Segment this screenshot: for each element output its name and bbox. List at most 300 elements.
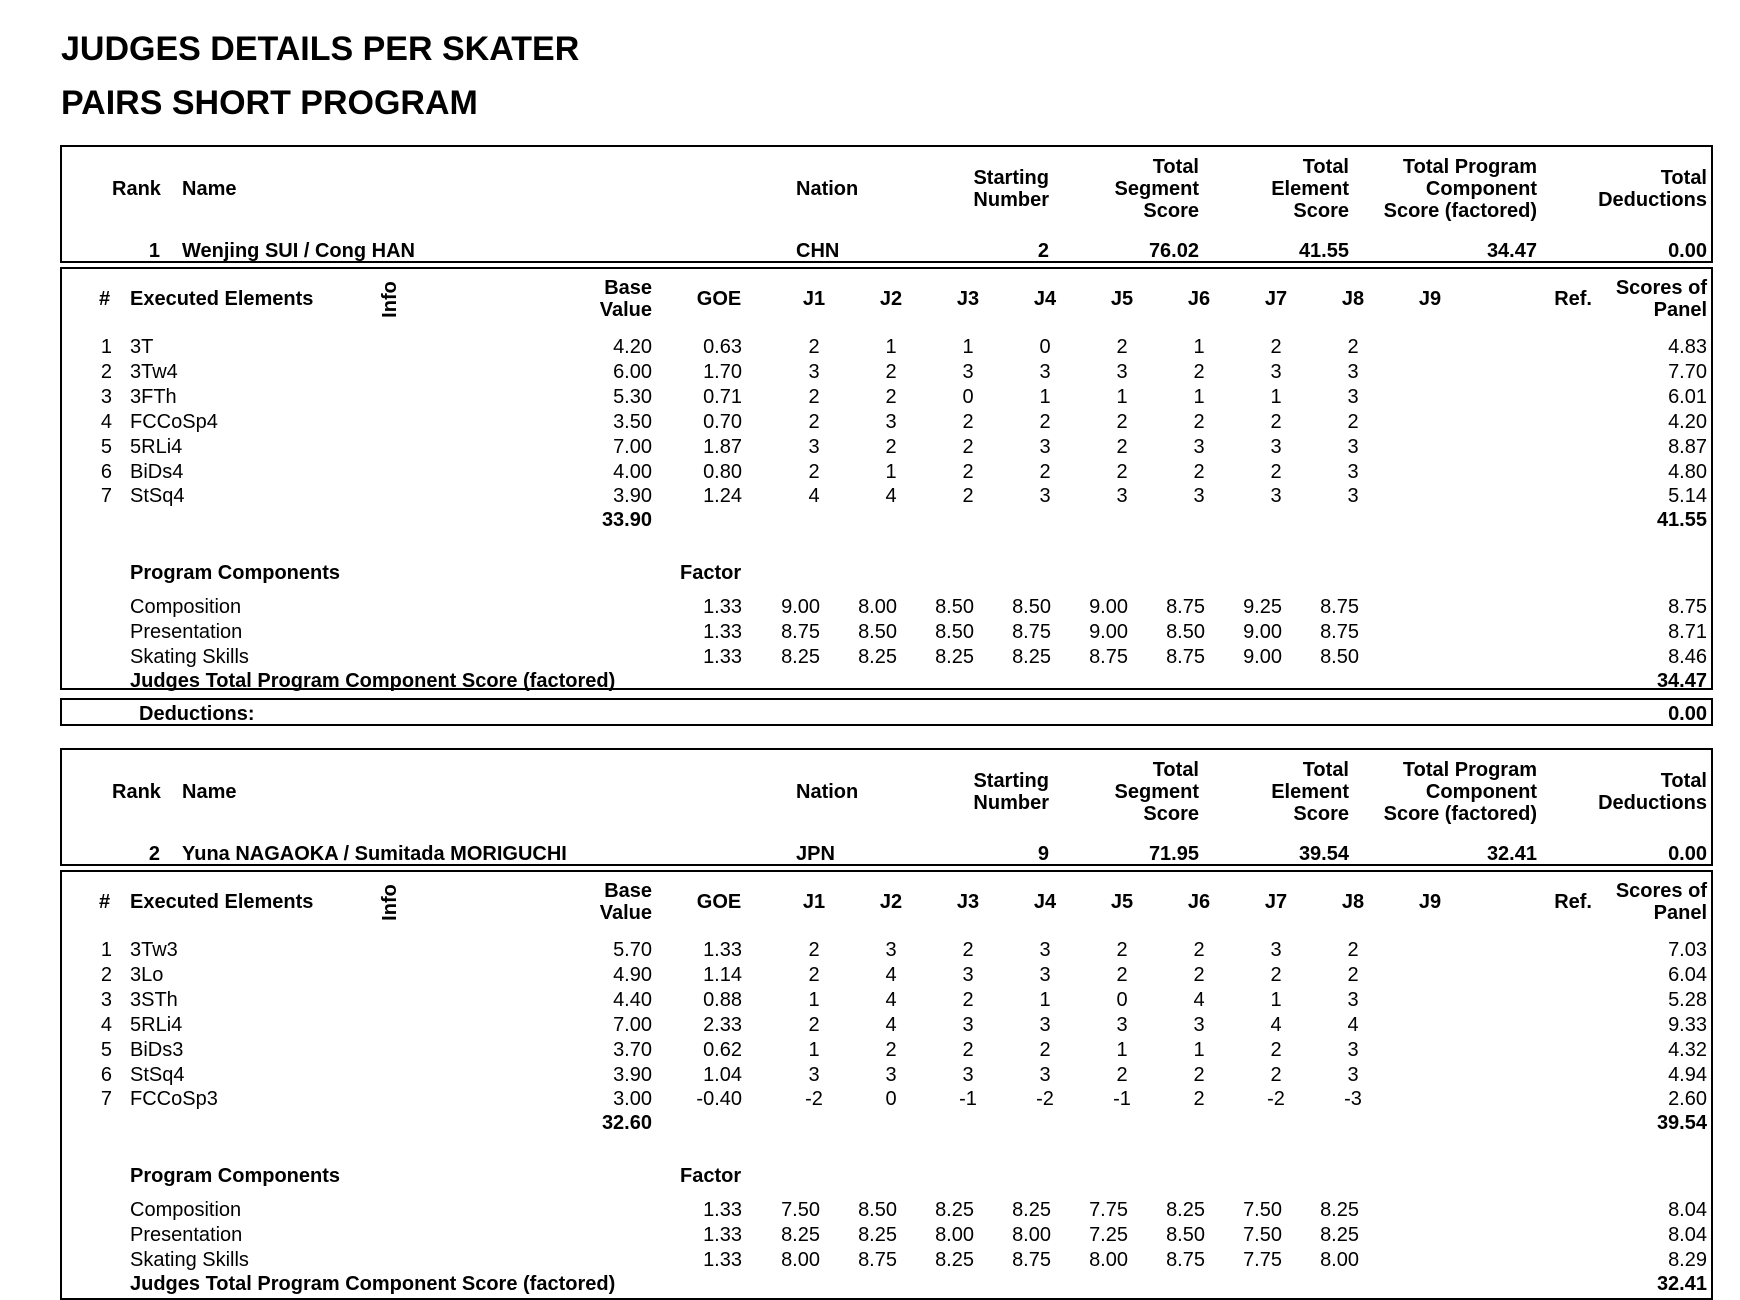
executed-elements-header: Executed Elements — [130, 891, 314, 913]
element-judge-score: 2 — [1116, 460, 1128, 483]
component-judge-score: 9.00 — [1243, 620, 1282, 643]
element-panel-total: 39.54 — [1656, 1112, 1707, 1134]
component-judge-score: 8.00 — [1089, 1248, 1128, 1271]
judge-header-j1: J1 — [802, 288, 826, 310]
element-judge-score: 2 — [1270, 460, 1282, 483]
element-judge-score: 2 — [808, 460, 820, 483]
skater-total-deductions: 0.00 — [1668, 843, 1707, 865]
element-name: 5RLi4 — [130, 435, 183, 458]
element-panel-score: 5.14 — [1668, 485, 1707, 508]
element-goe: 0.63 — [703, 336, 742, 358]
element-number: 3 — [100, 385, 112, 408]
component-judge-score: 7.50 — [1243, 1223, 1282, 1246]
skater-total-segment-score: 71.95 — [1148, 843, 1199, 865]
element-panel-score: 6.04 — [1668, 963, 1707, 986]
element-number: 7 — [100, 485, 112, 508]
element-name: 3Tw3 — [130, 939, 178, 961]
element-goe: 0.80 — [703, 460, 742, 483]
component-judge-score: 8.25 — [781, 1223, 820, 1246]
element-judge-score: 2 — [1116, 410, 1128, 433]
base-value-header: Base Value — [599, 277, 652, 321]
element-judge-score: 3 — [808, 360, 820, 383]
skater-total-segment-score: 76.02 — [1148, 240, 1199, 262]
judges-total-pcs-label: Judges Total Program Component Score (factored) — [130, 1273, 616, 1295]
element-judge-score: 2 — [885, 1038, 897, 1061]
component-judge-score: 8.75 — [1320, 596, 1359, 618]
executed-elements-header: Executed Elements — [130, 288, 314, 310]
element-goe: 0.71 — [703, 385, 742, 408]
element-judge-score: 2 — [1347, 410, 1359, 433]
element-judge-score: 2 — [1270, 410, 1282, 433]
element-judge-score: 2 — [1116, 1063, 1128, 1086]
element-judge-score: 3 — [1270, 939, 1282, 961]
element-judge-score: 3 — [1270, 435, 1282, 458]
element-name: BiDs3 — [130, 1038, 184, 1061]
element-judge-score: 2 — [962, 1038, 974, 1061]
total-deductions-label: Total Deductions — [1598, 167, 1707, 211]
factor-label: Factor — [680, 562, 742, 584]
component-judge-score: 8.00 — [1320, 1248, 1359, 1271]
nation-label: Nation — [796, 781, 859, 803]
component-judge-score: 8.50 — [858, 620, 897, 643]
element-judge-score: 2 — [962, 410, 974, 433]
element-number: 2 — [100, 963, 112, 986]
element-judge-score: 4 — [885, 485, 897, 508]
skater-nation: CHN — [796, 240, 840, 262]
ref-header: Ref. — [1554, 891, 1592, 913]
element-judge-score: 3 — [1039, 1063, 1051, 1086]
element-judge-score: 2 — [1270, 336, 1282, 358]
element-judge-score: -2 — [1036, 1088, 1054, 1111]
element-number: 4 — [100, 410, 112, 433]
element-name: FCCoSp4 — [130, 410, 218, 433]
element-judge-score: 2 — [1193, 1063, 1205, 1086]
element-judge-score: 2 — [962, 435, 974, 458]
element-judge-score: 4 — [1270, 1013, 1282, 1036]
component-judge-score: 8.25 — [935, 1199, 974, 1221]
element-judge-score: 3 — [1116, 485, 1128, 508]
element-judge-score: 3 — [1347, 360, 1359, 383]
element-judge-score: 2 — [885, 385, 897, 408]
element-panel-score: 5.28 — [1668, 988, 1707, 1011]
element-goe: 1.87 — [703, 435, 742, 458]
element-judge-score: 3 — [1193, 1013, 1205, 1036]
element-judge-score: 1 — [1193, 385, 1205, 408]
judge-header-j7: J7 — [1264, 891, 1288, 913]
component-judge-score: 8.25 — [858, 645, 897, 668]
element-judge-score: 3 — [1347, 460, 1359, 483]
skater-starting-number: 9 — [1037, 843, 1049, 865]
deductions-box — [60, 698, 1713, 726]
element-name: FCCoSp3 — [130, 1088, 218, 1111]
deductions-total: 0.00 — [1668, 703, 1707, 725]
element-judge-score: 2 — [808, 385, 820, 408]
component-judge-score: 8.00 — [858, 596, 897, 618]
component-judge-score: 8.25 — [1320, 1223, 1359, 1246]
element-judge-score: 2 — [885, 435, 897, 458]
component-panel-score: 8.04 — [1668, 1223, 1707, 1246]
element-goe: 0.62 — [703, 1038, 742, 1061]
total-pcs-label: Total Program Component Score (factored) — [1383, 156, 1537, 222]
element-panel-score: 4.20 — [1668, 410, 1707, 433]
element-judge-score: 3 — [1193, 435, 1205, 458]
element-base-value: 4.00 — [613, 460, 652, 483]
component-judge-score: 8.25 — [1012, 645, 1051, 668]
element-judge-score: 2 — [808, 963, 820, 986]
num-header: # — [99, 288, 111, 310]
judges-total-pcs-label: Judges Total Program Component Score (factored) — [130, 670, 616, 692]
component-judge-score: 8.75 — [1166, 645, 1205, 668]
total-element-score-label: Total Element Score — [1271, 759, 1349, 825]
element-judge-score: 0 — [885, 1088, 897, 1111]
judge-header-j7: J7 — [1264, 288, 1288, 310]
component-name: Presentation — [130, 1223, 243, 1246]
component-judge-score: 8.75 — [1012, 1248, 1051, 1271]
component-judge-score: 8.50 — [1320, 645, 1359, 668]
starting-number-label: Starting Number — [973, 770, 1049, 814]
element-judge-score: 1 — [1193, 336, 1205, 358]
judges-total-pcs-value: 34.47 — [1656, 670, 1707, 692]
element-judge-score: 3 — [962, 963, 974, 986]
element-number: 1 — [100, 939, 112, 961]
element-judge-score: 3 — [1347, 988, 1359, 1011]
element-panel-score: 2.60 — [1668, 1088, 1707, 1111]
element-judge-score: 1 — [962, 336, 974, 358]
skater-total-element-score: 39.54 — [1298, 843, 1349, 865]
info-header: Info — [378, 281, 401, 318]
judge-header-j9: J9 — [1418, 288, 1442, 310]
component-factor: 1.33 — [703, 1223, 742, 1246]
component-judge-score: 9.00 — [1089, 596, 1128, 618]
element-judge-score: 2 — [1116, 939, 1128, 961]
scores-of-panel-header: Scores of Panel — [1615, 277, 1707, 321]
goe-header: GOE — [696, 891, 742, 913]
total-pcs-label: Total Program Component Score (factored) — [1383, 759, 1537, 825]
component-judge-score: 8.50 — [1166, 620, 1205, 643]
element-judge-score: 3 — [962, 360, 974, 383]
judge-header-j5: J5 — [1110, 288, 1134, 310]
element-base-value: 4.20 — [613, 336, 652, 358]
element-panel-score: 8.87 — [1668, 435, 1707, 458]
element-name: 3Lo — [130, 963, 164, 986]
element-number: 3 — [100, 988, 112, 1011]
element-base-value: 3.50 — [613, 410, 652, 433]
component-name: Skating Skills — [130, 645, 249, 668]
component-panel-score: 8.29 — [1668, 1248, 1707, 1271]
component-judge-score: 7.50 — [1243, 1199, 1282, 1221]
element-goe: 1.24 — [703, 485, 742, 508]
component-judge-score: 8.50 — [1166, 1223, 1205, 1246]
element-panel-score: 4.80 — [1668, 460, 1707, 483]
element-judge-score: 3 — [1270, 360, 1282, 383]
element-judge-score: 1 — [1193, 1038, 1205, 1061]
element-goe: 0.70 — [703, 410, 742, 433]
element-judge-score: 1 — [1270, 385, 1282, 408]
element-judge-score: 3 — [1116, 1013, 1128, 1036]
component-judge-score: 8.25 — [781, 645, 820, 668]
element-number: 4 — [100, 1013, 112, 1036]
component-judge-score: 9.00 — [781, 596, 820, 618]
element-base-value: 3.70 — [613, 1038, 652, 1061]
element-number: 2 — [100, 360, 112, 383]
component-panel-score: 8.04 — [1668, 1199, 1707, 1221]
element-judge-score: 4 — [1347, 1013, 1359, 1036]
element-judge-score: 2 — [1193, 939, 1205, 961]
element-name: 3STh — [130, 988, 178, 1011]
element-judge-score: 2 — [1193, 410, 1205, 433]
component-panel-score: 8.75 — [1668, 596, 1707, 618]
skater-total-pcs: 34.47 — [1486, 240, 1537, 262]
judge-header-j9: J9 — [1418, 891, 1442, 913]
element-panel-score: 4.94 — [1668, 1063, 1707, 1086]
element-judge-score: 4 — [885, 963, 897, 986]
element-panel-score: 6.01 — [1668, 385, 1707, 408]
component-factor: 1.33 — [703, 596, 742, 618]
component-judge-score: 8.50 — [1012, 596, 1051, 618]
element-judge-score: 3 — [1347, 1063, 1359, 1086]
component-judge-score: 9.25 — [1243, 596, 1282, 618]
base-value-total: 32.60 — [601, 1112, 652, 1134]
element-judge-score: 2 — [1116, 336, 1128, 358]
element-judge-score: -2 — [805, 1088, 823, 1111]
num-header: # — [99, 891, 111, 913]
element-judge-score: 2 — [1039, 1038, 1051, 1061]
element-judge-score: -1 — [959, 1088, 977, 1111]
component-judge-score: 7.50 — [781, 1199, 820, 1221]
element-judge-score: 1 — [1039, 988, 1051, 1011]
component-judge-score: 7.75 — [1243, 1248, 1282, 1271]
element-judge-score: 2 — [1039, 460, 1051, 483]
skater-header-box — [60, 748, 1713, 866]
element-base-value: 5.30 — [613, 385, 652, 408]
judges-total-pcs-value: 32.41 — [1656, 1273, 1707, 1295]
element-judge-score: 3 — [962, 1063, 974, 1086]
element-judge-score: 3 — [1116, 360, 1128, 383]
element-name: StSq4 — [130, 1063, 185, 1086]
component-factor: 1.33 — [703, 645, 742, 668]
element-judge-score: -2 — [1267, 1088, 1285, 1111]
skater-header-box — [60, 145, 1713, 263]
judge-header-j2: J2 — [879, 891, 903, 913]
element-judge-score: 1 — [1116, 1038, 1128, 1061]
skater-starting-number: 2 — [1037, 240, 1049, 262]
judge-header-j6: J6 — [1187, 288, 1211, 310]
element-judge-score: 2 — [962, 988, 974, 1011]
total-segment-score-label: Total Segment Score — [1114, 156, 1199, 222]
element-judge-score: 2 — [962, 939, 974, 961]
element-judge-score: 3 — [1270, 485, 1282, 508]
base-value-total: 33.90 — [601, 509, 652, 531]
scores-of-panel-header: Scores of Panel — [1615, 880, 1707, 924]
element-name: 3Tw4 — [130, 360, 178, 383]
judge-header-j1: J1 — [802, 891, 826, 913]
skater-total-deductions: 0.00 — [1668, 240, 1707, 262]
element-judge-score: 0 — [1039, 336, 1051, 358]
element-goe: 1.70 — [703, 360, 742, 383]
judge-header-j4: J4 — [1033, 288, 1057, 310]
component-name: Skating Skills — [130, 1248, 249, 1271]
component-judge-score: 8.25 — [935, 645, 974, 668]
element-judge-score: 3 — [1039, 435, 1051, 458]
judge-header-j2: J2 — [879, 288, 903, 310]
report-subtitle: PAIRS SHORT PROGRAM — [61, 84, 478, 122]
element-number: 7 — [100, 1088, 112, 1111]
element-goe: 1.33 — [703, 939, 742, 961]
element-goe: 0.88 — [703, 988, 742, 1011]
element-judge-score: 0 — [962, 385, 974, 408]
element-judge-score: 3 — [1347, 385, 1359, 408]
element-name: BiDs4 — [130, 460, 184, 483]
element-judge-score: 2 — [962, 485, 974, 508]
component-judge-score: 8.75 — [1089, 645, 1128, 668]
element-judge-score: 2 — [1193, 1088, 1205, 1111]
element-base-value: 3.90 — [613, 485, 652, 508]
element-judge-score: 3 — [962, 1013, 974, 1036]
judge-header-j8: J8 — [1341, 891, 1365, 913]
component-judge-score: 9.00 — [1243, 645, 1282, 668]
judge-header-j5: J5 — [1110, 891, 1134, 913]
info-header: Info — [378, 884, 401, 921]
name-label: Name — [182, 178, 237, 200]
element-panel-total: 41.55 — [1656, 509, 1707, 531]
component-factor: 1.33 — [703, 1199, 742, 1221]
total-segment-score-label: Total Segment Score — [1114, 759, 1199, 825]
component-factor: 1.33 — [703, 620, 742, 643]
element-base-value: 3.90 — [613, 1063, 652, 1086]
judge-header-j3: J3 — [956, 891, 980, 913]
element-number: 6 — [100, 1063, 112, 1086]
element-judge-score: 2 — [1193, 360, 1205, 383]
element-number: 1 — [100, 336, 112, 358]
element-goe: 1.04 — [703, 1063, 742, 1086]
element-goe: 1.14 — [703, 963, 742, 986]
element-base-value: 7.00 — [613, 1013, 652, 1036]
rank-label: Rank — [112, 781, 161, 803]
element-judge-score: 2 — [1116, 435, 1128, 458]
element-judge-score: 4 — [1193, 988, 1205, 1011]
element-judge-score: 3 — [885, 939, 897, 961]
judge-header-j3: J3 — [956, 288, 980, 310]
component-name: Composition — [130, 596, 242, 618]
element-base-value: 4.40 — [613, 988, 652, 1011]
component-judge-score: 8.00 — [781, 1248, 820, 1271]
element-judge-score: 2 — [885, 360, 897, 383]
element-judge-score: 2 — [1270, 1063, 1282, 1086]
element-judge-score: 2 — [1039, 410, 1051, 433]
element-name: 5RLi4 — [130, 1013, 183, 1036]
component-judge-score: 8.50 — [858, 1199, 897, 1221]
element-judge-score: 3 — [885, 1063, 897, 1086]
element-panel-score: 7.03 — [1668, 939, 1707, 961]
element-judge-score: 2 — [1270, 1038, 1282, 1061]
element-number: 5 — [100, 1038, 112, 1061]
element-judge-score: 2 — [1193, 460, 1205, 483]
element-judge-score: 2 — [808, 939, 820, 961]
skater-rank: 1 — [148, 240, 160, 262]
ref-header: Ref. — [1554, 288, 1592, 310]
component-judge-score: 8.25 — [1012, 1199, 1051, 1221]
element-judge-score: 3 — [1193, 485, 1205, 508]
program-components-label: Program Components — [130, 1165, 341, 1187]
component-judge-score: 8.25 — [1166, 1199, 1205, 1221]
element-judge-score: 3 — [885, 410, 897, 433]
skater-rank: 2 — [148, 843, 160, 865]
total-element-score-label: Total Element Score — [1271, 156, 1349, 222]
element-judge-score: 2 — [1270, 963, 1282, 986]
element-judge-score: 4 — [885, 1013, 897, 1036]
component-judge-score: 8.50 — [935, 620, 974, 643]
name-label: Name — [182, 781, 237, 803]
element-judge-score: 4 — [808, 485, 820, 508]
element-base-value: 3.00 — [613, 1088, 652, 1111]
element-base-value: 7.00 — [613, 435, 652, 458]
component-judge-score: 8.50 — [935, 596, 974, 618]
factor-label: Factor — [680, 1165, 742, 1187]
element-judge-score: 2 — [1347, 939, 1359, 961]
element-judge-score: 4 — [885, 988, 897, 1011]
element-name: StSq4 — [130, 485, 185, 508]
element-judge-score: 3 — [808, 435, 820, 458]
element-number: 5 — [100, 435, 112, 458]
skater-details-box — [60, 267, 1713, 690]
element-name: 3T — [130, 336, 154, 358]
component-judge-score: 8.75 — [858, 1248, 897, 1271]
element-judge-score: -1 — [1113, 1088, 1131, 1111]
element-judge-score: -3 — [1344, 1088, 1362, 1111]
skater-total-pcs: 32.41 — [1486, 843, 1537, 865]
element-judge-score: 3 — [1039, 1013, 1051, 1036]
element-goe: -0.40 — [696, 1088, 742, 1111]
element-judge-score: 2 — [1347, 963, 1359, 986]
component-judge-score: 9.00 — [1089, 620, 1128, 643]
element-judge-score: 0 — [1116, 988, 1128, 1011]
element-judge-score: 3 — [1347, 485, 1359, 508]
program-components-label: Program Components — [130, 562, 341, 584]
component-judge-score: 8.75 — [781, 620, 820, 643]
nation-label: Nation — [796, 178, 859, 200]
element-base-value: 6.00 — [613, 360, 652, 383]
element-judge-score: 1 — [808, 988, 820, 1011]
component-judge-score: 7.25 — [1089, 1223, 1128, 1246]
component-panel-score: 8.46 — [1668, 645, 1707, 668]
element-panel-score: 7.70 — [1668, 360, 1707, 383]
component-panel-score: 8.71 — [1668, 620, 1707, 643]
element-judge-score: 3 — [1039, 963, 1051, 986]
component-judge-score: 8.75 — [1166, 596, 1205, 618]
element-base-value: 4.90 — [613, 963, 652, 986]
component-judge-score: 8.25 — [935, 1248, 974, 1271]
skater-name: Yuna NAGAOKA / Sumitada MORIGUCHI — [182, 843, 567, 865]
component-judge-score: 8.25 — [1320, 1199, 1359, 1221]
judge-header-j4: J4 — [1033, 891, 1057, 913]
component-judge-score: 8.25 — [858, 1223, 897, 1246]
rank-label: Rank — [112, 178, 161, 200]
element-judge-score: 3 — [1347, 1038, 1359, 1061]
element-name: 3FTh — [130, 385, 177, 408]
element-judge-score: 3 — [1347, 435, 1359, 458]
element-number: 6 — [100, 460, 112, 483]
component-judge-score: 8.75 — [1320, 620, 1359, 643]
report-title: JUDGES DETAILS PER SKATER — [61, 30, 580, 68]
goe-header: GOE — [696, 288, 742, 310]
element-judge-score: 2 — [808, 410, 820, 433]
element-panel-score: 4.32 — [1668, 1038, 1707, 1061]
element-judge-score: 1 — [808, 1038, 820, 1061]
component-judge-score: 8.00 — [935, 1223, 974, 1246]
base-value-header: Base Value — [599, 880, 652, 924]
element-judge-score: 3 — [808, 1063, 820, 1086]
starting-number-label: Starting Number — [973, 167, 1049, 211]
